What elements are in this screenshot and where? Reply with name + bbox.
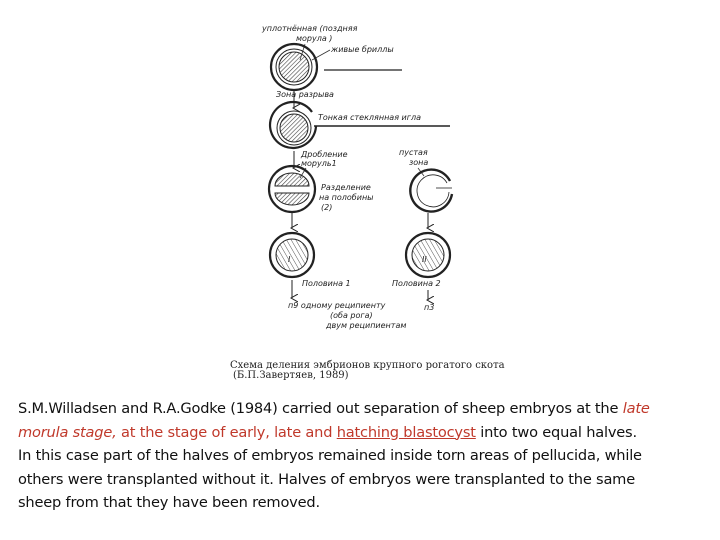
text-line-3: In this case part of the halves of embryos remained inside torn areas of pellucida, while xyxy=(18,447,642,464)
embryo-morula xyxy=(271,44,317,90)
label-transfer-1a: п9 одному реципиенту xyxy=(288,301,386,310)
label-live-cells: живые бриллы xyxy=(331,45,394,54)
text-line-2b: at the stage of early, late and xyxy=(116,423,337,441)
label-glass-needle: Тонкая стеклянная игла xyxy=(318,113,421,122)
text-line-5: sheep from that they have been removed. xyxy=(18,494,320,511)
text-hatching-blastocyst: hatching blastocyst xyxy=(336,423,476,441)
empty-zona xyxy=(410,170,452,212)
embryo-split xyxy=(269,166,315,212)
text-line-1a: S.M.Willadsen and R.A.Godke (1984) carried out separation of sheep embryos at the xyxy=(18,400,623,417)
label-transfer-1c: двум реципиентам xyxy=(326,321,407,330)
label-transfer-2: п3 xyxy=(424,303,435,312)
label-crush-2: моруль1 xyxy=(301,159,337,168)
label-roman-2: II xyxy=(422,255,427,264)
text-line-4: others were transplanted without it. Halves of embryos were transplanted to the same xyxy=(18,470,635,488)
label-zona-cut: Зона разрыва xyxy=(276,90,334,99)
body-text xyxy=(18,397,708,515)
diagram-caption-2: (Б.П.Завертяев, 1989) xyxy=(233,370,349,381)
text-line-2 xyxy=(18,421,708,445)
label-half-2: Половина 2 xyxy=(392,279,441,288)
text-line-1 xyxy=(18,397,708,421)
label-crush-1: Дробление xyxy=(301,150,348,159)
label-transfer-1b: (оба рога) xyxy=(330,311,373,320)
label-separation-1: Разделение xyxy=(321,183,371,192)
label-late-morula-2: морула ) xyxy=(296,34,333,43)
text-morula-stage: morula stage, xyxy=(18,423,117,441)
label-separation-2: на полобины xyxy=(319,193,374,202)
embryo-half-2 xyxy=(406,233,450,277)
label-separation-3: (2) xyxy=(321,203,333,212)
embryo-half-1 xyxy=(270,233,314,277)
label-empty-1: пустая xyxy=(399,148,428,157)
diagram-caption-1: Схема деления эмбрионов крупного рогатого скота xyxy=(230,360,505,370)
label-empty-2: зона xyxy=(409,158,429,167)
text-late: late xyxy=(622,400,650,417)
label-roman-1: I xyxy=(288,255,291,264)
text-line-2d: into two equal halves. xyxy=(475,423,637,441)
embryo-zona-cut xyxy=(270,102,316,148)
label-late-morula-1: уплотнённая (поздняя xyxy=(262,24,358,33)
label-half-1: Половина 1 xyxy=(302,279,351,288)
